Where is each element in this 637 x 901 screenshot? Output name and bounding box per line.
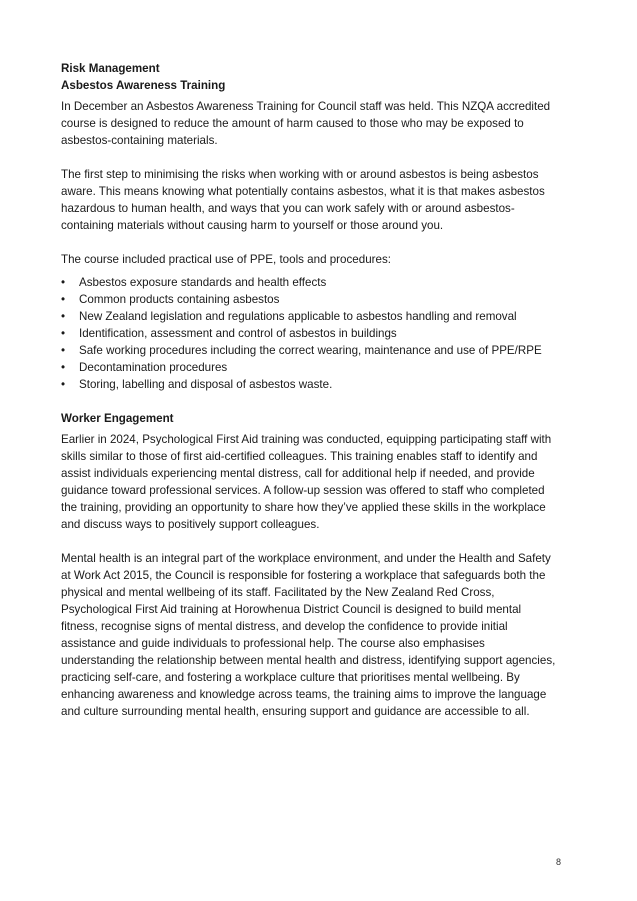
list-item-text: New Zealand legislation and regulations applicable to asbestos handling and removal	[79, 310, 517, 323]
bullet-icon: •	[61, 276, 66, 289]
list-item-text: Asbestos exposure standards and health effects	[79, 276, 327, 289]
paragraph-asbestos-intro: In December an Asbestos Awareness Training for Council staff was held. This NZQA accredited course is designed to reduce the amount of harm caused to those who may be exposed to asbestos-containing materials.	[61, 100, 551, 147]
section-heading-worker-engagement: Worker Engagement	[61, 412, 174, 425]
subheading-asbestos-training: Asbestos Awareness Training	[61, 79, 226, 92]
list-item-text: Common products containing asbestos	[79, 293, 280, 306]
paragraph-first-aid-training: Earlier in 2024, Psychological First Aid training was conducted, equipping participating staff with skills similar to those of first aid-certified colleagues. This training enables staff to identify and assist individuals experiencing mental distress, call for additional help if needed, and provide guidance toward professional services. A follow-up session was offered to staff who completed the training, providing an opportunity to share how they’ve applied these skills in the workplace and discuss ways to positively support colleagues.	[61, 433, 552, 531]
document-page	[61, 60, 561, 720]
bullet-icon: •	[61, 327, 66, 340]
list-item	[61, 291, 561, 308]
section-heading-risk-management: Risk Management	[61, 62, 160, 75]
list-item-text: Identification, assessment and control of asbestos in buildings	[79, 327, 397, 340]
list-item	[61, 376, 561, 393]
paragraph-mental-health: Mental health is an integral part of the workplace environment, and under the Health and Safety at Work Act 2015, the Council is responsible for fostering a workplace that safeguards both the physical and mental wellbeing of its staff. Facilitated by the New Zealand Red Cross, Psychological First Aid training at Horowhenua District Council is designed to build mental fitness, recognise signs of mental distress, and develop the confidence to provide initial assistance and guide individuals to professional help. The course also emphasises understanding the relationship between mental health and distress, identifying support agencies, practicing self-care, and fostering a workplace culture that prioritises mental wellbeing. By enhancing awareness and knowledge across teams, the training aims to improve the language and culture surrounding mental health, ensuring support and guidance are accessible to all.	[61, 552, 556, 718]
bullet-icon: •	[61, 293, 66, 306]
list-item-text: Safe working procedures including the correct wearing, maintenance and use of PPE/RPE	[79, 344, 542, 357]
paragraph-asbestos-risks: The first step to minimising the risks when working with or around asbestos is being asbestos aware. This means knowing what potentially contains asbestos, what it is that makes asbestos hazardous to human health, and ways that you can work safely with or around asbestos-containing materials without causing harm to yourself or those around you.	[61, 168, 545, 232]
list-item	[61, 274, 561, 291]
paragraph-course-included: The course included practical use of PPE, tools and procedures:	[61, 253, 391, 266]
bullet-icon: •	[61, 310, 66, 323]
list-item-text: Storing, labelling and disposal of asbestos waste.	[79, 378, 333, 391]
bullet-icon: •	[61, 344, 66, 357]
list-item-text: Decontamination procedures	[79, 361, 228, 374]
list-item	[61, 359, 561, 376]
course-topics-list	[61, 274, 561, 393]
bullet-icon: •	[61, 361, 66, 374]
list-item	[61, 325, 561, 342]
bullet-icon: •	[61, 378, 66, 391]
list-item	[61, 342, 561, 359]
page-number: 8	[556, 857, 562, 867]
list-item	[61, 308, 561, 325]
